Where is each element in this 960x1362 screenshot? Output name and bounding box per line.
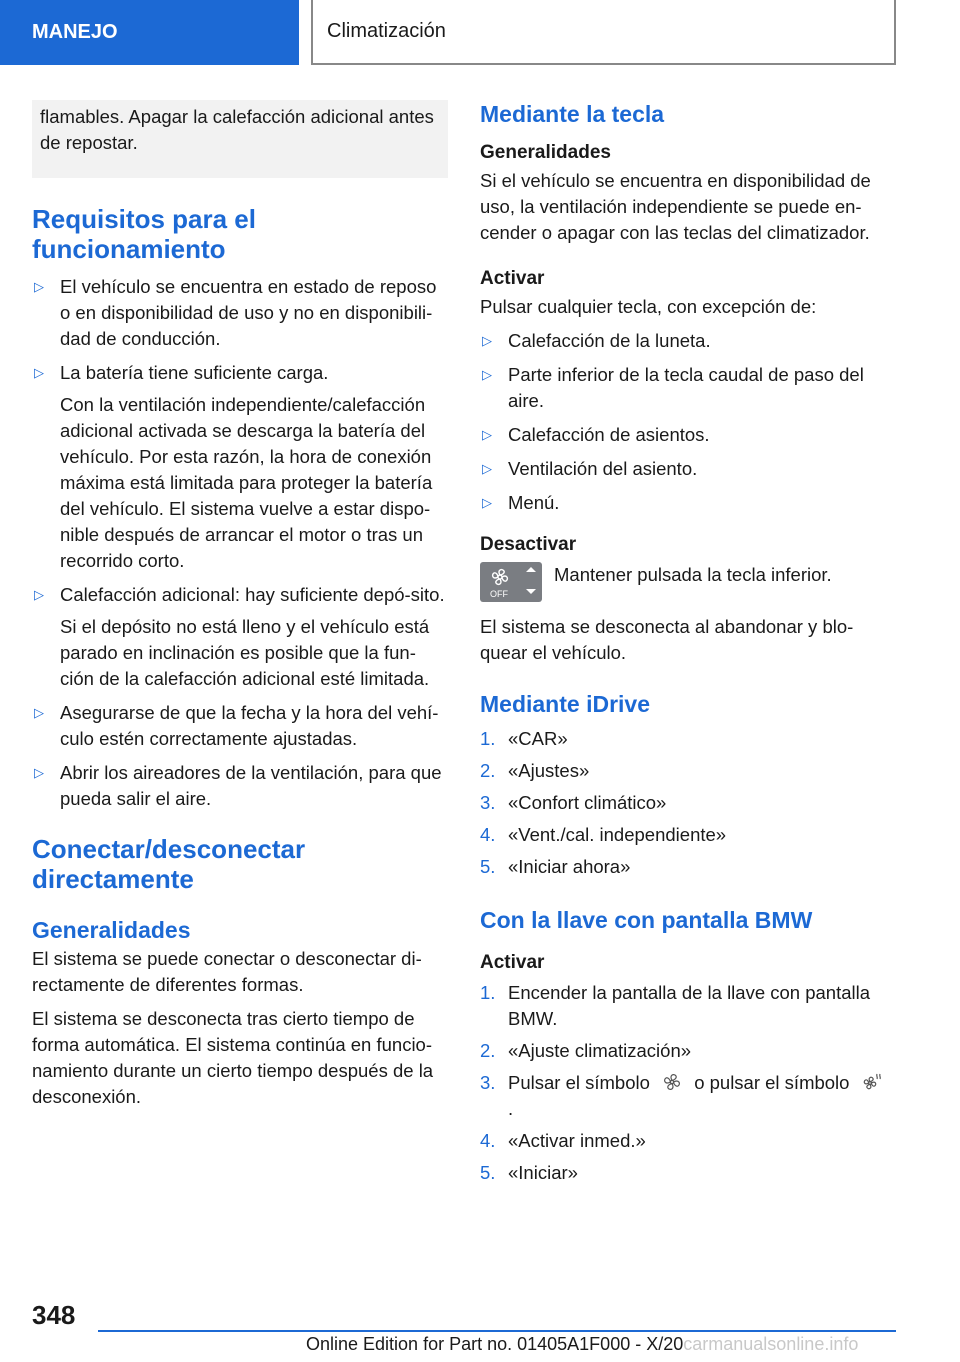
display-key-heading: Con la llave con pantalla BMW <box>480 907 813 933</box>
step-text: «CAR» <box>508 728 568 749</box>
triangle-bullet-icon: ▷ <box>34 279 44 294</box>
list-item <box>32 700 448 752</box>
list-item-text: Abrir los aireadores de la ventilación, para que pueda salir el aire. <box>60 762 442 809</box>
list-item <box>480 362 896 414</box>
list-item <box>480 1038 896 1064</box>
step-text-b: o pulsar el símbolo <box>694 1072 850 1093</box>
step-text: «Ajuste climatización» <box>508 1040 692 1061</box>
list-item-text: Menú. <box>508 492 560 513</box>
triangle-bullet-icon: ▷ <box>34 765 44 780</box>
list-item <box>480 980 896 1032</box>
list-item <box>480 790 896 816</box>
key-icon-label: OFF <box>490 589 508 599</box>
step-number: 3. <box>480 1072 496 1093</box>
activate-heading: Activar <box>480 268 545 289</box>
step-text: «Ajustes» <box>508 760 590 781</box>
key-general-heading: Generalidades <box>480 142 611 163</box>
list-item <box>480 854 896 880</box>
list-item <box>32 760 448 812</box>
activate-text: Pulsar cualquier tecla, con excepción de: <box>480 296 817 317</box>
list-item <box>480 1160 896 1186</box>
header-chapter-label: Climatización <box>327 20 446 42</box>
list-item <box>480 822 896 848</box>
step-number: 1. <box>480 728 496 749</box>
triangle-bullet-icon: ▷ <box>482 333 492 348</box>
step-text: «Iniciar» <box>508 1162 578 1183</box>
step-number: 2. <box>480 760 496 781</box>
deactivate-after-text: El sistema se desconecta al abandonar y blo-quear el vehículo. <box>480 616 854 663</box>
step-number: 1. <box>480 982 496 1003</box>
list-item-extra: Si el depósito no está lleno y el vehículo está parado en inclinación es posible que la fun-ción de la calefacción adicional esté limitada. <box>60 616 430 689</box>
list-item-text: Ventilación del asiento. <box>508 458 698 479</box>
left-column <box>32 100 448 1118</box>
triangle-bullet-icon: ▷ <box>482 461 492 476</box>
list-item <box>480 1128 896 1154</box>
list-item <box>480 456 896 482</box>
header-chapter-tab <box>311 0 896 65</box>
heat-fan-icon <box>861 1071 883 1093</box>
triangle-bullet-icon: ▷ <box>482 427 492 442</box>
triangle-bullet-icon: ▷ <box>34 705 44 720</box>
list-item <box>480 490 896 516</box>
step-text-a: Pulsar el símbolo <box>508 1072 650 1093</box>
step-number: 3. <box>480 792 496 813</box>
triangle-bullet-icon: ▷ <box>482 495 492 510</box>
page-number: 348 <box>32 1300 76 1330</box>
general-paragraph-2: El sistema se desconecta tras cierto tiempo de forma automática. El sistema continúa en funcio-namiento durante un cierto tiempo después de la desconexión. <box>32 1008 434 1107</box>
list-item <box>480 758 896 784</box>
footer-watermark: carmanualsonline.info <box>683 1334 859 1354</box>
list-item <box>480 726 896 752</box>
display-key-steps <box>480 980 896 1186</box>
note-text: flamables. Apagar la calefacción adicional antes de repostar. <box>40 106 434 153</box>
list-item <box>32 274 448 352</box>
general-heading: Generalidades <box>32 917 191 943</box>
triangle-bullet-icon: ▷ <box>482 367 492 382</box>
list-item <box>480 1070 896 1122</box>
deactivate-text: Mantener pulsada la tecla inferior. <box>554 564 832 585</box>
list-item-text: La batería tiene suficiente carga. <box>60 362 329 383</box>
footer-edition-text: Online Edition for Part no. 01405A1F000 - X/20 <box>306 1334 684 1354</box>
list-item-text: Calefacción adicional: hay suficiente depó-sito. <box>60 584 445 605</box>
header-section-tab <box>0 0 299 65</box>
idrive-steps <box>480 726 896 880</box>
list-item <box>480 422 896 448</box>
header-section-label: MANEJO <box>32 21 118 43</box>
step-text-c: . <box>508 1098 514 1119</box>
step-number: 5. <box>480 856 496 877</box>
display-key-activate-heading: Activar <box>480 952 545 973</box>
list-item-text: Calefacción de la luneta. <box>508 330 711 351</box>
list-item-text: Calefacción de asientos. <box>508 424 710 445</box>
general-paragraph-1: El sistema se puede conectar o desconectar di-rectamente de diferentes formas. <box>32 948 422 995</box>
key-general-text: Si el vehículo se encuentra en disponibilidad de uso, la ventilación independiente se puede en-cender o apagar con las teclas del climatizador. <box>480 170 871 243</box>
triangle-bullet-icon: ▷ <box>34 587 44 602</box>
triangle-bullet-icon: ▷ <box>34 365 44 380</box>
list-item-text: Parte inferior de la tecla caudal de paso del aire. <box>508 364 864 411</box>
requirements-heading: Requisitos para el funcionamiento <box>32 204 256 264</box>
fan-icon <box>661 1071 683 1093</box>
step-number: 4. <box>480 1130 496 1151</box>
list-item-text: Asegurarse de que la fecha y la hora del vehí-culo estén correctamente ajustadas. <box>60 702 439 749</box>
step-text: «Vent./cal. independiente» <box>508 824 727 845</box>
step-number: 2. <box>480 1040 496 1061</box>
note-box <box>32 100 448 178</box>
right-column <box>480 100 896 1206</box>
step-text: «Activar inmed.» <box>508 1130 646 1151</box>
key-heading: Mediante la tecla <box>480 101 665 127</box>
step-text: «Iniciar ahora» <box>508 856 631 877</box>
step-number: 4. <box>480 824 496 845</box>
footer-edition <box>306 1334 858 1355</box>
connect-heading: Conectar/desconectar directamente <box>32 834 306 894</box>
list-item <box>480 328 896 354</box>
idrive-heading: Mediante iDrive <box>480 691 650 717</box>
deactivate-heading: Desactivar <box>480 534 577 555</box>
list-item-extra: Con la ventilación independiente/calefacción adicional activada se descarga la batería del vehículo. Por esta razón, la hora de conexión máxima está limitada para proteger la batería del vehículo. El sistema vuelve a estar dispo-nible después de arrancar el motor o tras un recorrido corto. <box>60 394 433 571</box>
list-item-text: El vehículo se encuentra en estado de reposo o en disponibilidad de uso y no en disponibili-dad de conducción. <box>60 276 437 349</box>
activate-exceptions-list <box>480 328 896 516</box>
step-number: 5. <box>480 1162 496 1183</box>
fan-off-key-icon <box>480 562 542 602</box>
step-text: «Confort climático» <box>508 792 667 813</box>
footer-divider <box>98 1330 896 1332</box>
requirements-list <box>32 274 448 812</box>
step-text: Encender la pantalla de la llave con pantalla BMW. <box>508 982 871 1029</box>
list-item <box>32 360 448 574</box>
deactivate-row <box>480 562 896 602</box>
list-item <box>32 582 448 692</box>
